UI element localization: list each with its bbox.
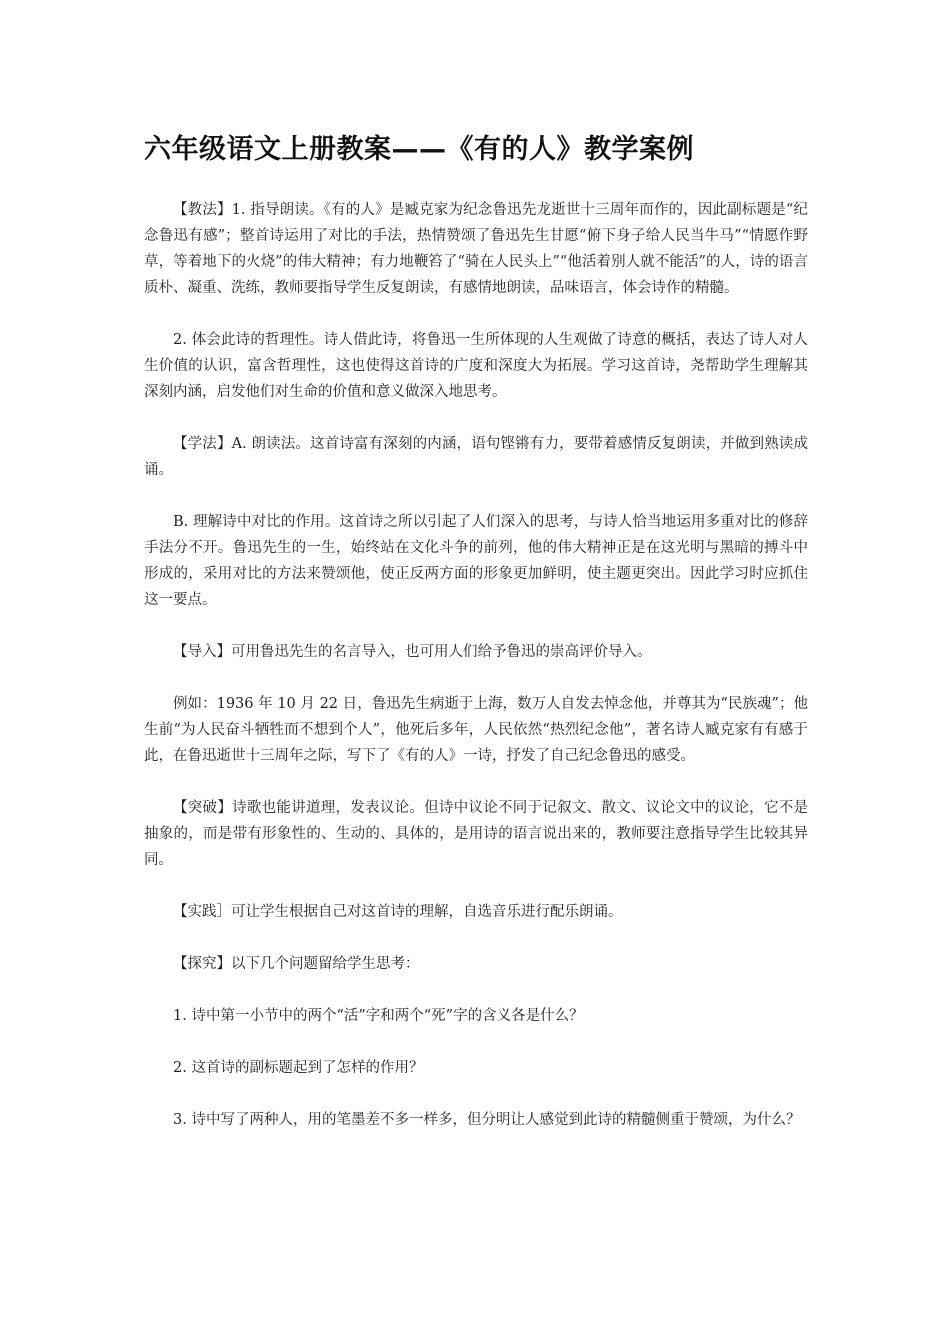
paragraph-teaching-method-2: 2. 体会此诗的哲理性。诗人借此诗，将鲁迅一生所体现的人生观做了诗意的概括，表达了诗人对人生价值的认识，富含哲理性，这也使得这首诗的广度和深度大为拓展。学习这首诗，尧帮助学生理解其深刻内涵，启发他们对生命的价值和意义做深入地思考。 (144, 332, 808, 400)
paragraph-breakthrough: 【突破】诗歌也能讲道理，发表议论。但诗中议论不同于记叙文、散文、议论文中的议论，它不是抽象的，而是带有形象性的、生动的、具体的，是用诗的语言说出来的，教师要注意指导学生比较其异同。 (144, 800, 808, 868)
document-body (144, 197, 808, 1159)
paragraph-teaching-method-1: 【教法】1. 指导朗读。《有的人》是臧克家为纪念鲁迅先龙逝世十三周年而作的，因此副标题是“纪念鲁迅有感”；整首诗运用了对比的手法，热情赞颂了鲁迅先生甘愿“俯下身子给人民当牛马”“情愿作野草，等着地下的火烧”的伟大精神；有力地鞭笞了“骑在人民头上”“他活着别人就不能活”的人，诗的语言质朴、凝重、洗练，教师要指导学生反复朗读，有感情地朗读，品味语言，体会诗作的精髓。 (144, 202, 808, 296)
paragraph-question-3: 3. 诗中写了两种人，用的笔墨差不多一样多，但分明让人感觉到此诗的精髓侧重于赞颂，为什么？ (173, 1112, 801, 1128)
paragraph-question-1: 1. 诗中第一小节中的两个“活”字和两个“死”字的含义各是什么？ (173, 1008, 584, 1024)
paragraph-exploration: 【探究】以下几个问题留给学生思考： (173, 956, 420, 972)
paragraph-practice: 【实践］可让学生根据自己对这首诗的理解，自选音乐进行配乐朗诵。 (173, 904, 623, 920)
paragraph-learning-method-a: 【学法】A. 朗读法。这首诗富有深刻的内涵，语句铿锵有力，要带着感情反复朗读，并做到熟读成诵。 (144, 436, 808, 478)
paragraph-question-2: 2. 这首诗的副标题起到了怎样的作用？ (173, 1060, 424, 1076)
document-title: 六年级语文上册教案——《有的人》教学案例 (144, 134, 694, 165)
paragraph-example: 例如：1936 年 10 月 22 日，鲁迅先生病逝于上海，数万人自发去悼念他，并尊其为“民族魂”；他生前“为人民奋斗牺牲而不想到个人”，他死后多年，人民依然“热烈纪念他”，著名诗人臧克家有有感于此，在鲁迅逝世十三周年之际，写下了《有的人》一诗，抒发了自己纪念鲁迅的感受。 (144, 696, 808, 764)
paragraph-introduction: 【导入】可用鲁迅先生的名言导入，也可用人们给予鲁迅的崇高评价导入。 (173, 644, 652, 660)
paragraph-learning-method-b: B. 理解诗中对比的作用。这首诗之所以引起了人们深入的思考，与诗人恰当地运用多重对比的修辞手法分不开。鲁迅先生的一生，始终站在文化斗争的前列，他的伟大精神正是在这光明与黑暗的搏斗中形成的，采用对比的方法来赞颂他，使正反两方面的形象更加鲜明，使主题更突出。因此学习时应抓住这一要点。 (144, 514, 808, 608)
